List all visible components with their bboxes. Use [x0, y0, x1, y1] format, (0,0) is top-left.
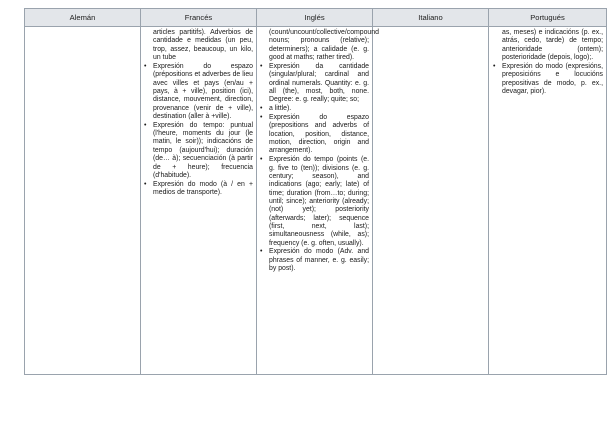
list-item: • Expresión do modo (à / en + medios de transporte). — [143, 181, 253, 198]
header-aleman: Alemán — [25, 9, 141, 27]
cell-aleman — [25, 27, 141, 375]
table-row — [25, 27, 607, 375]
list-item: • a little). — [259, 105, 369, 113]
header-frances: Francés — [141, 9, 257, 27]
list-portugues — [492, 29, 603, 96]
list-item: • Expresión do modo (Adv. and phrases of manner, e. g. easily; by post). — [259, 248, 369, 273]
list-item: • Expresión do espazo (prepositions and adverbs of location, position, distance, motion, direction, origin and arrangement). — [259, 114, 369, 156]
list-item: • Expresión do tempo: puntual (l'heure, moments du jour (le matin, le soir)); indicacións de tempo (aujourd'hui); duración (de… à); secuenciación (à partir de + heure); frecuencia (d'habitude). — [143, 122, 253, 180]
content-table-container — [24, 8, 606, 375]
cell-frances — [141, 27, 257, 375]
list-item: • Expresión da cantidade (singular/plural; cardinal and ordinal numerals. Quantity: e. g. all (the), most, both, none. Degree: e. g. really; quite; so; — [259, 63, 369, 105]
list-item: • Expresión do espazo (prépositions et adverbes de lieu avec villes et pays (en/au + pays, à + ville), position (ici), distance, mouvement, direction, provenance (venir de + ville), destination (aller à +ville). — [143, 63, 253, 121]
cell-portugues — [489, 27, 607, 375]
list-ingles — [259, 29, 379, 273]
list-item: • Expresión do tempo (points (e. g. five to (ten)); divisions (e. g. century; season), and indications (ago; early; late) of time; duration (from…to; during; until; since); anteriority (already; (not) yet); posteriority (afterwards; later); sequence (first, next, last); simultaneousness (while, as); frequency (e. g. often, usually). — [259, 156, 369, 248]
header-ingles: Inglés — [257, 9, 373, 27]
list-item: • Expresión do modo (expresións, preposicións e locucións prepositivas de modo, p. ex., devagar, pior). — [492, 63, 603, 96]
cell-italiano — [373, 27, 489, 375]
header-italiano: Italiano — [373, 9, 489, 27]
cell-ingles — [257, 27, 379, 375]
list-item: (count/uncount/collective/compound nouns; pronouns (relative); determiners); a calidade (e. g. good at maths; rather tired). — [269, 29, 379, 62]
language-comparison-table — [24, 8, 607, 375]
list-item: articles partitifs). Adverbios de cantidade e medidas (un peu, trop, assez, beaucoup, un kilo, un tube — [153, 29, 253, 62]
list-item: as, meses) e indicacións (p. ex., atrás, cedo, tarde) de tempo; anterioridade (ontem); posterioridade (depois, logo);. — [502, 29, 603, 62]
list-frances — [143, 29, 253, 197]
table-header-row — [25, 9, 607, 27]
header-portugues: Portugués — [489, 9, 607, 27]
